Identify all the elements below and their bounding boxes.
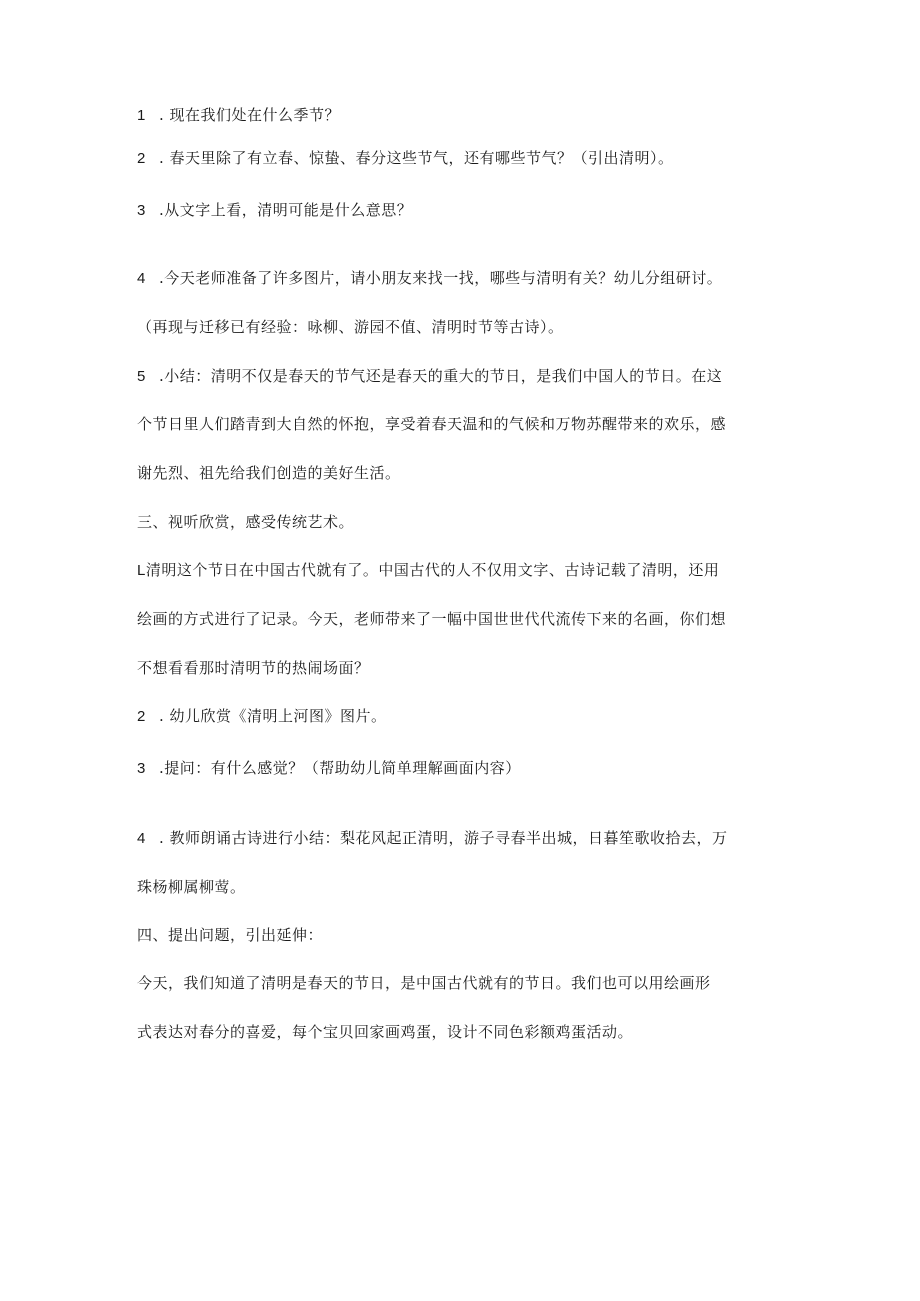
item-5-line — [137, 366, 797, 387]
item-number: 4 — [137, 270, 146, 287]
section-3-item-2-line — [137, 706, 797, 727]
item-text: 谢先烈、祖先给我们创造的美好生活。 — [137, 464, 401, 482]
section-3-item-4-line — [137, 828, 797, 849]
item-5-continuation-1 — [137, 414, 797, 434]
item-number: 1 — [137, 107, 146, 124]
item-text: 珠杨柳属柳莺。 — [137, 878, 246, 896]
section-4-heading — [137, 925, 797, 945]
item-text: . 现在我们处在什么季节？ — [159, 106, 341, 124]
item-number: 2 — [137, 708, 146, 725]
item-number: 5 — [137, 368, 146, 385]
item-text: 式表达对春分的喜爱，每个宝贝回家画鸡蛋，设计不同色彩额鸡蛋活动。 — [137, 1023, 634, 1041]
section-3-item-3-line — [137, 758, 797, 779]
item-text: . 幼儿欣赏《清明上河图》图片。 — [159, 707, 387, 725]
section-4-paragraph-line-1 — [137, 973, 797, 993]
section-3-item-1-line — [137, 560, 797, 581]
item-number: 2 — [137, 150, 146, 167]
item-5-continuation-2 — [137, 463, 797, 483]
section-heading-text: 三、视听欣赏，感受传统艺术。 — [137, 513, 355, 531]
section-3-heading — [137, 512, 797, 532]
item-3-line — [137, 200, 797, 221]
section-3-item-4-continuation — [137, 877, 797, 897]
item-text: .小结：清明不仅是春天的节气还是春天的重大的节日，是我们中国人的节日。在这 — [159, 367, 723, 385]
item-1-line — [137, 105, 797, 126]
item-number: 4 — [137, 830, 146, 847]
item-2-line — [137, 148, 797, 169]
item-text: . 春天里除了有立春、惊蛰、春分这些节气，还有哪些节气？（引出清明）。 — [159, 149, 674, 167]
item-text: （再现与迁移已有经验：咏柳、游园不值、清明时节等古诗）。 — [137, 318, 564, 336]
item-number: L — [137, 562, 146, 579]
item-text: 清明这个节日在中国古代就有了。中国古代的人不仅用文字、古诗记载了清明，还用 — [145, 561, 720, 579]
item-text: 个节日里人们踏青到大自然的怀抱，享受着春天温和的气候和万物苏醒带来的欢乐，感 — [137, 415, 727, 433]
item-number: 3 — [137, 202, 146, 219]
section-3-item-1-continuation-1 — [137, 609, 797, 629]
item-text: .今天老师准备了许多图片，请小朋友来找一找，哪些与清明有关？幼儿分组研讨。 — [159, 269, 723, 287]
section-heading-text: 四、提出问题，引出延伸： — [137, 926, 324, 944]
item-text: . 教师朗诵古诗进行小结：梨花风起正清明，游子寻春半出城，日暮笙歌收拾去，万 — [159, 829, 728, 847]
item-text: 今天，我们知道了清明是春天的节日，是中国古代就有的节日。我们也可以用绘画形 — [137, 974, 711, 992]
item-text: 绘画的方式进行了记录。今天，老师带来了一幅中国世世代代流传下来的名画，你们想 — [137, 610, 727, 628]
item-number: 3 — [137, 760, 146, 777]
item-4-continuation — [137, 317, 797, 337]
section-3-item-1-continuation-2 — [137, 658, 797, 678]
item-4-line — [137, 268, 797, 289]
section-4-paragraph-line-2 — [137, 1022, 797, 1042]
item-text: 不想看看那时清明节的热闹场面？ — [137, 659, 370, 677]
item-text: .从文字上看，清明可能是什么意思？ — [159, 201, 413, 219]
item-text: .提问：有什么感觉？（帮助幼儿简单理解画面内容） — [159, 759, 521, 777]
